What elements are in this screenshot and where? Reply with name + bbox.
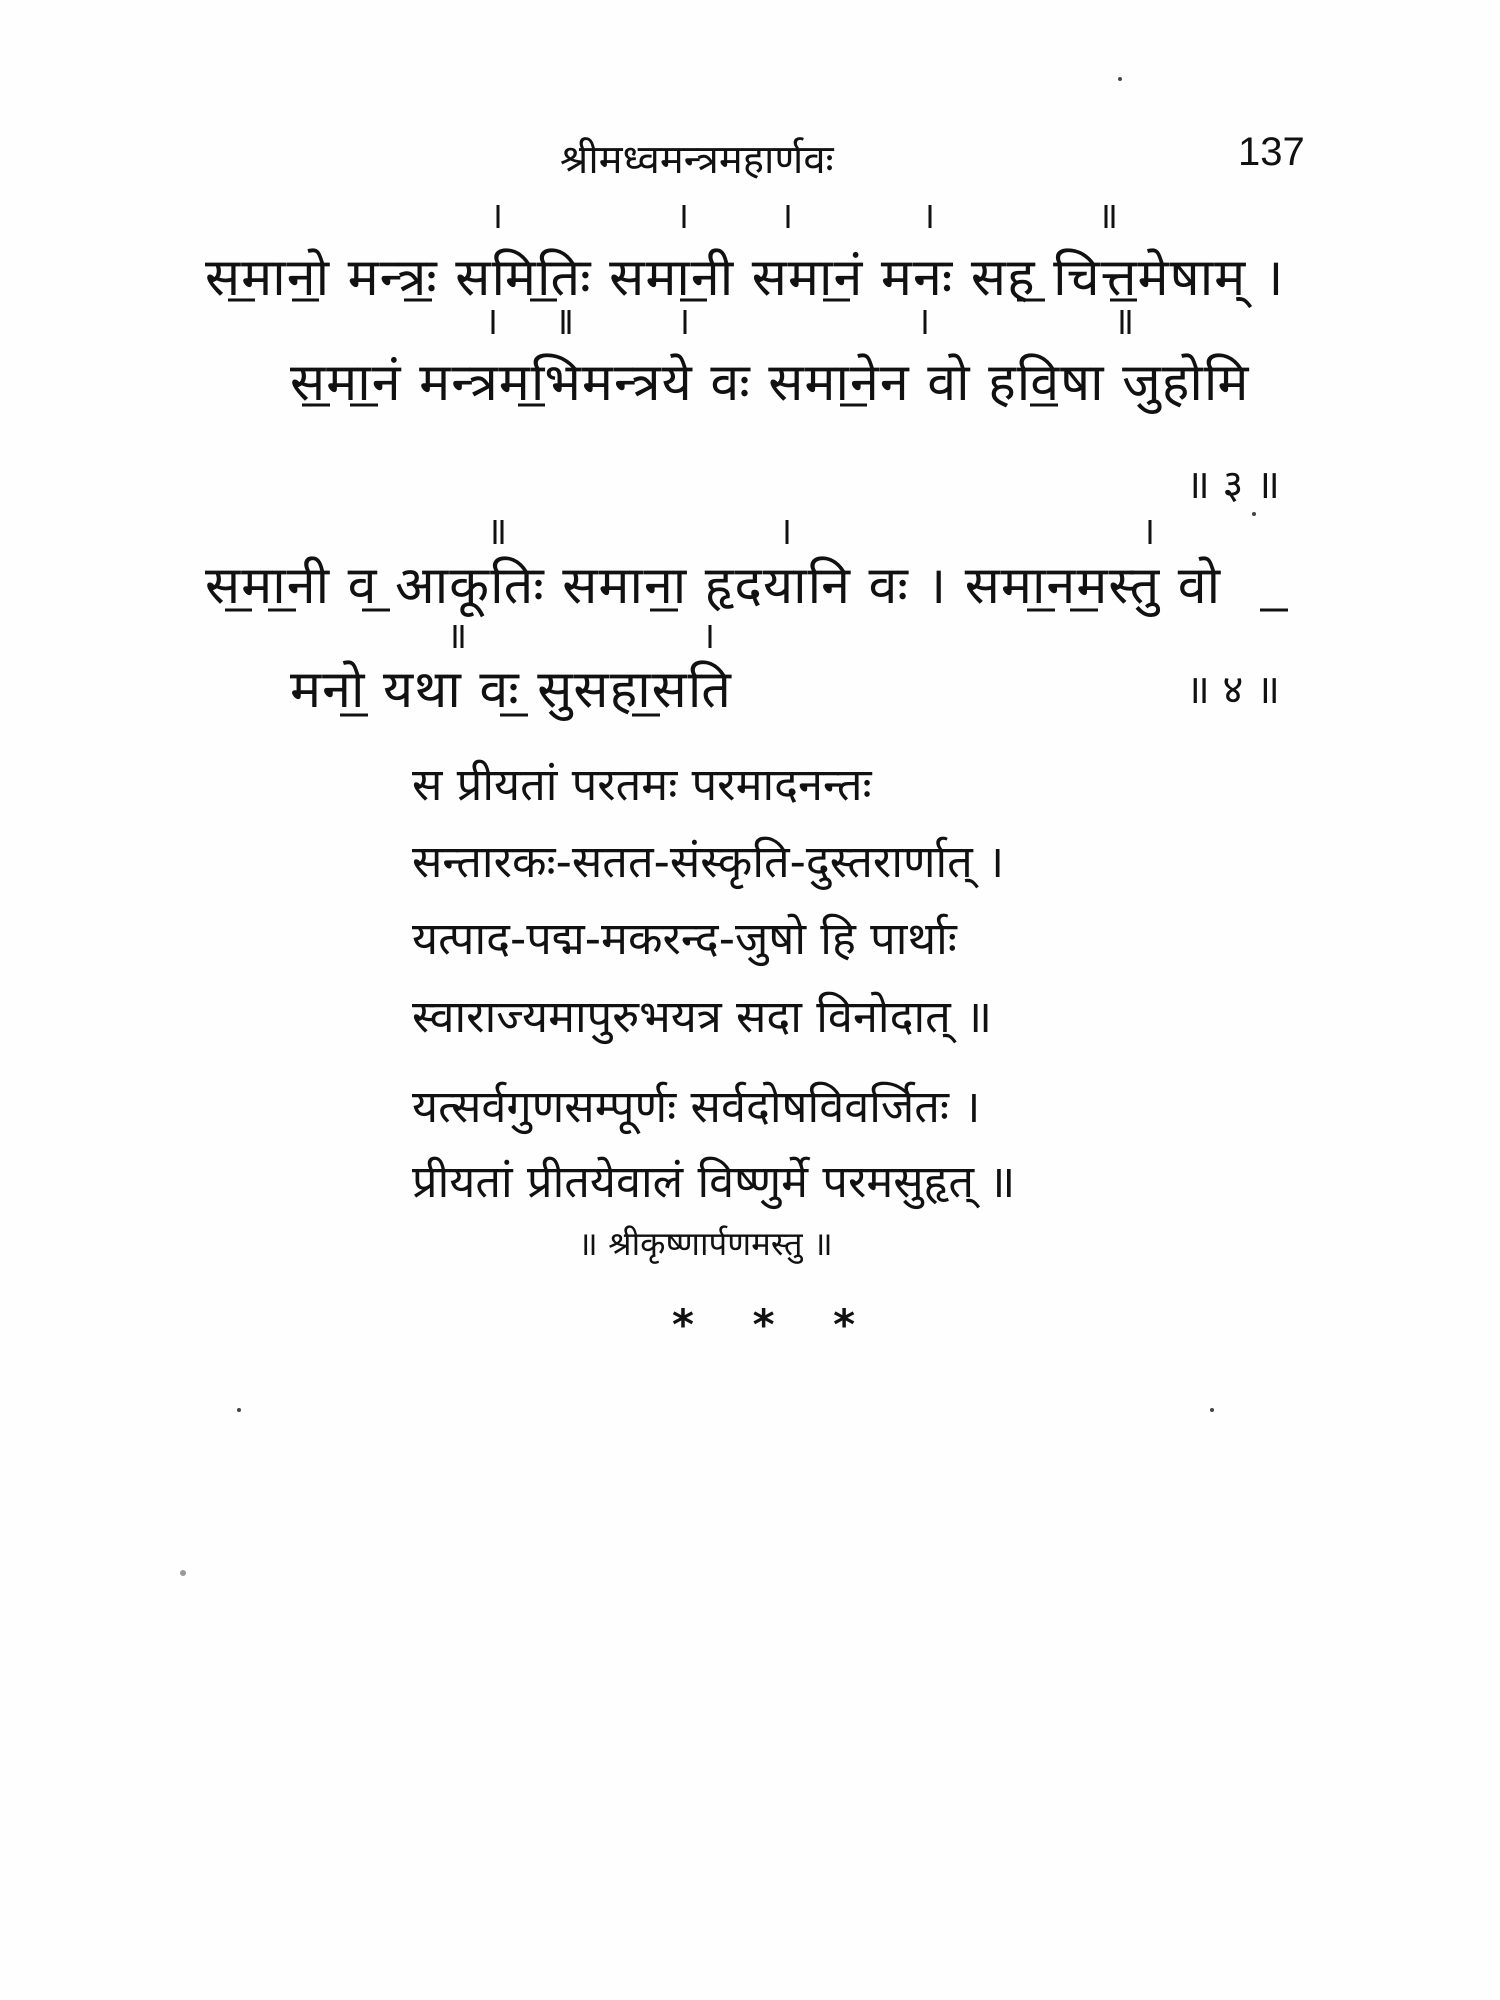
scan-speck bbox=[237, 1408, 241, 1412]
scan-speck bbox=[1210, 1408, 1214, 1412]
scan-speck bbox=[1252, 512, 1256, 516]
page-number: 137 bbox=[1238, 130, 1305, 174]
mantra-line-2: समानं मन्त्रमभिमन्त्रये वः समानेन वो हविषा जुहोमि bbox=[290, 353, 1250, 413]
mantra-line-3: समानी व आकूतिः समाना हृदयानि वः । समानमस्तु वो bbox=[205, 556, 1222, 616]
shloka-line-6: प्रीयतां प्रीतयेवालं विष्णुर्मे परमसुहृत् ॥ bbox=[412, 1155, 1016, 1208]
mantra-line-1: समानो मन्त्रः समितिः समानी समानं मनः सह चित्तमेषाम् । bbox=[205, 248, 1285, 308]
scan-speck bbox=[180, 1570, 186, 1576]
mantra-line-4: मनो यथा वः सुसहासति bbox=[290, 660, 732, 720]
verse-number-3: ॥ ३ ॥ bbox=[1185, 462, 1280, 508]
section-separator: * * * bbox=[672, 1300, 878, 1349]
closing-invocation: ॥ श्रीकृष्णार्पणमस्तु ॥ bbox=[578, 1224, 833, 1263]
shloka-line-1: स प्रीयतां परतमः परमादनन्तः bbox=[412, 758, 872, 811]
shloka-line-2: सन्तारकः-सतत-संस्कृति-दुस्तरार्णात् । bbox=[412, 835, 1005, 888]
verse-number-4: ॥ ४ ॥ bbox=[1185, 667, 1280, 713]
shloka-line-3: यत्पाद-पद्म-मकरन्द-जुषो हि पार्थाः bbox=[412, 912, 957, 965]
running-header-title: श्रीमध्वमन्त्रमहार्णवः bbox=[560, 137, 834, 183]
scan-speck bbox=[1118, 77, 1122, 81]
shloka-line-5: यत्सर्वगुणसम्पूर्णः सर्वदोषविवर्जितः । bbox=[412, 1080, 981, 1133]
shloka-line-4: स्वाराज्यमापुरुभयत्र सदा विनोदात् ॥ bbox=[412, 990, 993, 1043]
